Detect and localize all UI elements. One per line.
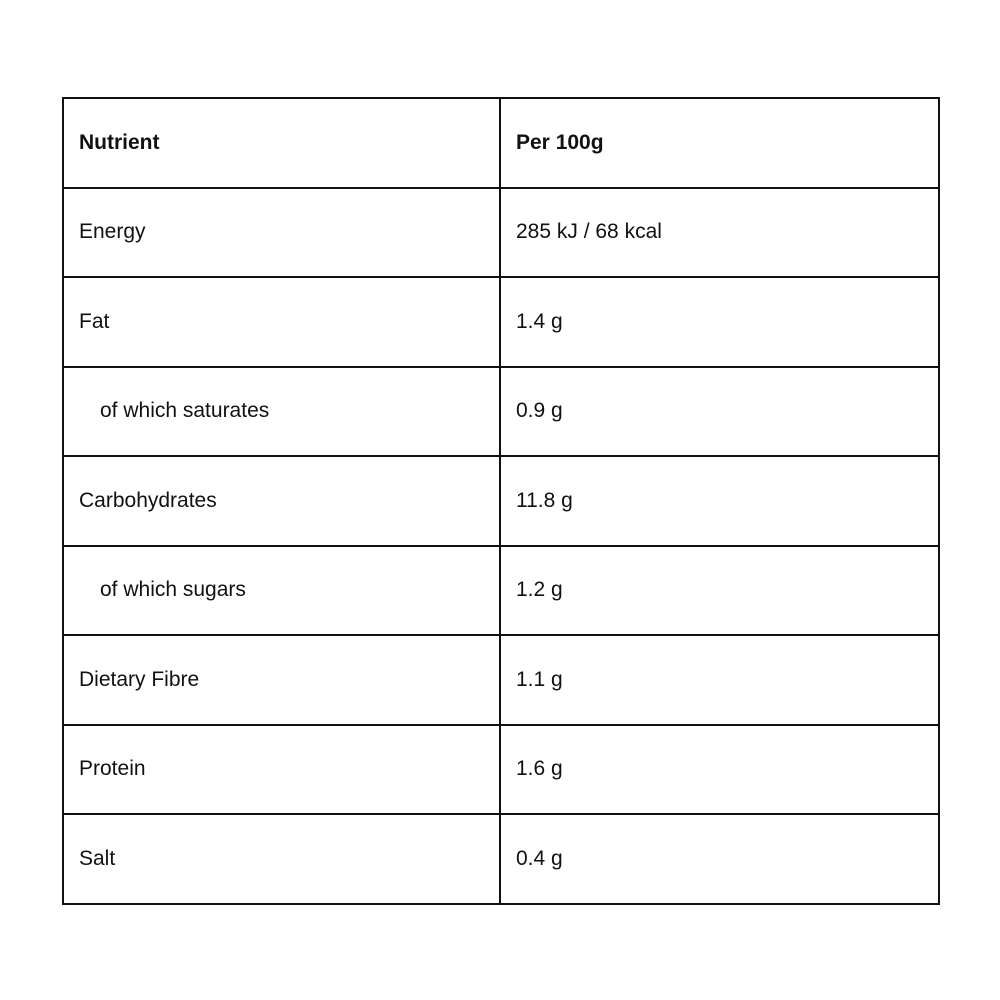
nutrient-value: 1.2 g: [500, 546, 939, 636]
nutrient-value: 285 kJ / 68 kcal: [500, 188, 939, 278]
table-row: [63, 635, 939, 725]
table-row: [63, 188, 939, 278]
nutrient-name-sub: of which saturates: [63, 367, 500, 457]
nutrient-value: 1.6 g: [500, 725, 939, 815]
table-row: [63, 814, 939, 904]
table-row: [63, 546, 939, 636]
table-row: [63, 367, 939, 457]
table-header-row: [63, 98, 939, 188]
nutrient-name: Carbohydrates: [63, 456, 500, 546]
nutrient-name: Salt: [63, 814, 500, 904]
nutrient-name-sub: of which sugars: [63, 546, 500, 636]
nutrient-value: 0.4 g: [500, 814, 939, 904]
nutrient-value: 1.4 g: [500, 277, 939, 367]
nutrient-value: 11.8 g: [500, 456, 939, 546]
header-per-100g: Per 100g: [500, 98, 939, 188]
header-nutrient: Nutrient: [63, 98, 500, 188]
nutrient-value: 0.9 g: [500, 367, 939, 457]
nutrition-table: [62, 97, 940, 905]
nutrient-value: 1.1 g: [500, 635, 939, 725]
nutrient-name: Fat: [63, 277, 500, 367]
table-row: [63, 277, 939, 367]
table-row: [63, 725, 939, 815]
nutrient-name: Dietary Fibre: [63, 635, 500, 725]
nutrient-name: Energy: [63, 188, 500, 278]
table-row: [63, 456, 939, 546]
nutrient-name: Protein: [63, 725, 500, 815]
